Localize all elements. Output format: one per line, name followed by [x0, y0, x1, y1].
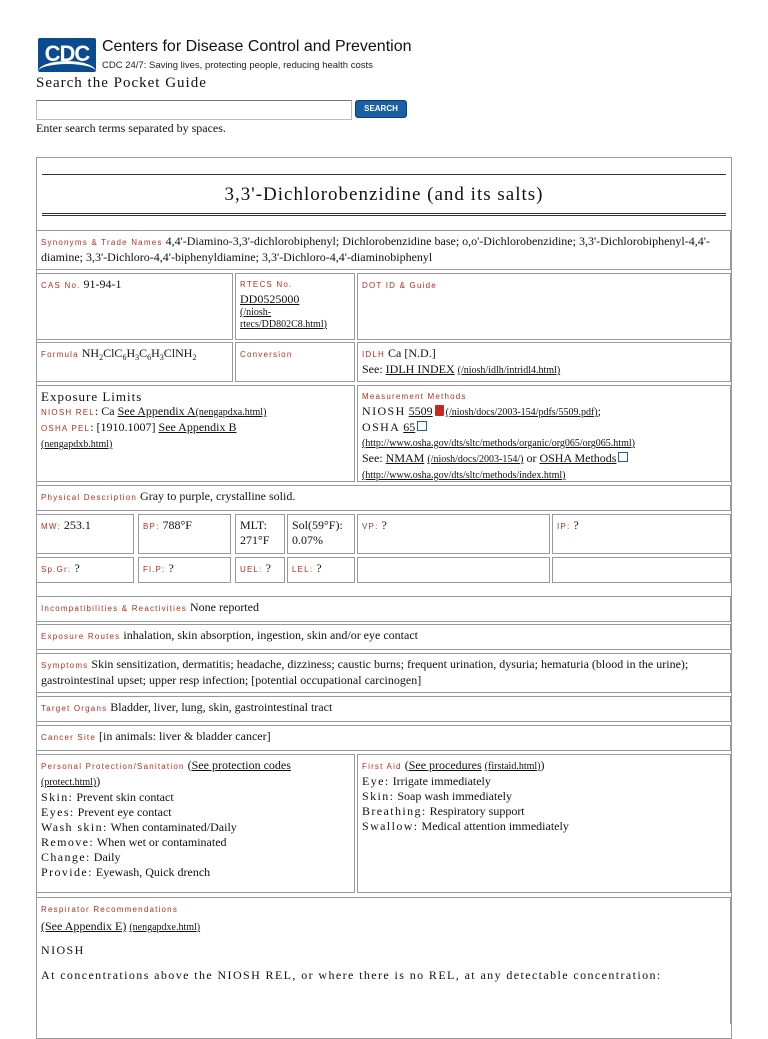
idlh-see: See: — [362, 362, 383, 376]
flp-label: Fl.P: — [143, 565, 166, 574]
respirator-label: Respirator Recommendations — [41, 905, 179, 914]
bp-value: 788°F — [162, 518, 192, 532]
incompat-box — [36, 596, 731, 622]
incompat-label: Incompatibilities & Reactivities — [41, 604, 187, 613]
lel-box — [287, 557, 355, 583]
cancer-site-box — [36, 725, 731, 751]
firstaid-key: Eye: — [362, 774, 390, 788]
mlt-value: 271°F — [240, 533, 270, 547]
uel-label: UEL: — [240, 565, 263, 574]
formula-value: $NH_2ClC_6H_3C_6H_3ClNH_2$ — [81, 346, 197, 362]
niosh-5509-url[interactable]: (/niosh/docs/2003-154/pdfs/5509.pdf) — [445, 407, 598, 418]
cdc-logo[interactable] — [38, 38, 96, 72]
routes-box — [36, 624, 731, 650]
ip-value: ? — [573, 518, 579, 532]
mw-label: MW: — [41, 522, 61, 531]
vp-value: ? — [381, 518, 387, 532]
ppe-key: Provide: — [41, 865, 93, 879]
cancer-value: [in animals: liver & bladder cancer] — [99, 729, 271, 743]
idlh-value: Ca [N.D.] — [388, 346, 436, 360]
niosh-5509-link[interactable]: 5509 — [408, 404, 433, 418]
ip-label: IP: — [557, 522, 571, 531]
flp-box — [138, 557, 231, 583]
exposure-limits-title: Exposure Limits — [41, 389, 143, 404]
firstaid-key: Swallow: — [362, 819, 419, 833]
mlt-label: MLT: — [240, 518, 267, 532]
respirator-box — [36, 897, 731, 1024]
ppe-key: Change: — [41, 850, 91, 864]
formula-box — [36, 342, 233, 382]
spgr-box — [36, 557, 134, 583]
divider — [42, 213, 726, 216]
idlh-label: IDLH — [362, 350, 386, 359]
measurement-box — [357, 385, 731, 482]
firstaid-value: Irrigate immediately — [392, 774, 491, 788]
cas-value: 91-94-1 — [83, 277, 122, 291]
osha-method-label: OSHA — [362, 420, 401, 434]
rtecs-url[interactable]: (/niosh-rtecs/DD802C8.html) — [240, 307, 327, 330]
search-button[interactable]: SEARCH — [355, 100, 407, 118]
synonyms-text: 4,4'-Diamino-3,3'-dichlorobiphenyl; Dichlorobenzidine base; o,o'-Dichlorobenzidine; 3,3'-Dichlorobiphenyl-4,4'-diamine; 3,3'-Dichloro-4,4'-biphenyldiamine; 3,3'-Dichloro-4,4'-diaminobiphenyl — [41, 234, 710, 264]
niosh-method-label: NIOSH — [362, 404, 406, 418]
protection-codes-url[interactable]: (protect.html) — [41, 777, 97, 788]
ppe-box: Personal Protection/Sanitation (See protection codes (protect.html)) Skin: Prevent skin contact Eyes: Prevent eye contact Wash skin: When contaminated/Daily Remove: When wet or contaminated Change: Daily Provide: Eyewash, Quick drench — [36, 754, 355, 893]
measurement-label: Measurement Methods — [362, 392, 467, 401]
first-aid-link[interactable]: See procedures — [408, 758, 482, 772]
physical-description-box — [36, 485, 731, 511]
mlt-box — [235, 514, 285, 554]
firstaid-item — [362, 789, 726, 804]
empty-cell — [357, 557, 550, 583]
bp-label: BP: — [143, 522, 160, 531]
search-hint: Enter search terms separated by spaces. — [36, 121, 226, 135]
firstaid-item — [362, 819, 726, 834]
ppe-value: Prevent skin contact — [76, 790, 174, 804]
ppe-item — [41, 835, 350, 850]
ppe-key: Remove: — [41, 835, 95, 849]
chemical-title-box — [42, 163, 726, 223]
appendix-b-url[interactable]: (nengapdxb.html) — [41, 439, 113, 450]
cdc-header — [36, 36, 416, 76]
spgr-label: Sp.Gr: — [41, 565, 72, 574]
dot-box — [357, 273, 731, 340]
routes-label: Exposure Routes — [41, 632, 121, 641]
sol-label: Sol(59°F): — [292, 518, 343, 532]
nmam-url[interactable]: (/niosh/docs/2003-154/) — [427, 454, 524, 465]
respirator-text: At concentrations above the NIOSH REL, or where there is no REL, at any detectable concentration: — [41, 968, 662, 982]
osha-65-url[interactable]: (http://www.osha.gov/dts/sltc/methods/organic/org065/org065.html) — [362, 438, 635, 449]
ppe-value: When contaminated/Daily — [110, 820, 237, 834]
synonyms-label: Synonyms & Trade Names — [41, 238, 163, 247]
osha-methods-url[interactable]: (http://www.osha.gov/dts/sltc/methods/index.html) — [362, 470, 566, 481]
see-text: See: — [362, 451, 383, 465]
target-label: Target Organs — [41, 704, 108, 713]
target-value: Bladder, liver, lung, skin, gastrointestinal tract — [110, 700, 333, 714]
firstaid-label: First Aid — [362, 762, 402, 771]
org-name[interactable]: Centers for Disease Control and Prevention — [102, 38, 412, 55]
cas-label: CAS No. — [41, 281, 81, 290]
osha-pel-label: OSHA PEL — [41, 424, 91, 433]
mw-value: 253.1 — [63, 518, 91, 532]
symptoms-value: Skin sensitization, dermatitis; headache, dizziness; caustic burns; frequent urination, dysuria; hematuria (blood in the urine); gastrointestinal upset; upper resp infection; [potential occupational carcinogen] — [41, 657, 689, 687]
external-link-icon — [417, 421, 427, 431]
conversion-box — [235, 342, 355, 382]
protection-codes-link[interactable]: See protection codes — [191, 758, 291, 772]
ppe-value: Prevent eye contact — [77, 805, 172, 819]
rtecs-link[interactable]: DD0525000 — [240, 292, 300, 306]
tagline: CDC 24/7: Saving lives, protecting people, reducing health costs — [102, 60, 373, 71]
semicolon: ; — [597, 404, 601, 418]
formula-label: Formula — [41, 350, 79, 359]
lel-label: LEL: — [292, 565, 314, 574]
first-aid-url[interactable]: (firstaid.html) — [484, 761, 541, 772]
symptoms-label: Symptoms — [41, 661, 89, 670]
dot-label: DOT ID & Guide — [362, 281, 437, 290]
vp-box — [357, 514, 550, 554]
osha-pel-value: : [1910.1007] — [90, 420, 156, 434]
cas-box — [36, 273, 233, 340]
appendix-a-url[interactable]: (nengapdxa.html) — [195, 407, 267, 418]
firstaid-item — [362, 774, 726, 789]
ppe-value: When wet or contaminated — [96, 835, 227, 849]
synonyms-box — [36, 230, 731, 270]
rtecs-label: RTECS No. — [240, 280, 293, 289]
osha-methods-link[interactable]: OSHA Methods — [539, 451, 617, 465]
external-link-icon — [618, 452, 628, 462]
flp-value: ? — [168, 561, 174, 575]
uel-value: ? — [265, 561, 271, 575]
sol-value: 0.07% — [292, 533, 323, 547]
firstaid-value: Soap wash immediately — [397, 789, 512, 803]
divider — [42, 174, 726, 175]
niosh-rel-label: NIOSH REL — [41, 408, 95, 417]
or-text: or — [526, 451, 537, 465]
ppe-key: Eyes: — [41, 805, 75, 819]
vp-label: VP: — [362, 522, 379, 531]
ppe-item — [41, 865, 350, 880]
appendix-a-link[interactable]: See Appendix A — [117, 404, 196, 418]
sol-box — [287, 514, 355, 554]
routes-value: inhalation, skin absorption, ingestion, skin and/or eye contact — [123, 628, 418, 642]
appendix-e-link[interactable]: (See Appendix E) — [41, 919, 127, 933]
empty-cell — [552, 557, 731, 583]
idlh-url[interactable]: (/niosh/idlh/intridl4.html) — [457, 365, 561, 376]
ppe-label: Personal Protection/Sanitation — [41, 762, 185, 771]
firstaid-value: Medical attention immediately — [421, 819, 569, 833]
incompat-value: None reported — [190, 600, 259, 614]
idlh-box — [357, 342, 731, 382]
osha-65-link[interactable]: 65 — [403, 420, 416, 434]
nmam-link[interactable]: NMAM — [385, 451, 425, 465]
conversion-label: Conversion — [240, 350, 293, 359]
chemical-title: 3,3'-Dichlorobenzidine (and its salts) — [224, 184, 544, 205]
ppe-item — [41, 850, 350, 865]
appendix-e-url[interactable]: (nengapdxe.html) — [129, 922, 201, 933]
appendix-b-link[interactable]: See Appendix B — [158, 420, 237, 434]
uel-box — [235, 557, 285, 583]
bp-box — [138, 514, 231, 554]
exposure-limits-box — [36, 385, 355, 482]
search-title: Search the Pocket Guide — [36, 75, 207, 91]
ppe-key: Wash skin: — [41, 820, 108, 834]
ppe-item — [41, 790, 350, 805]
ppe-key: Skin: — [41, 790, 74, 804]
respirator-niosh-heading: NIOSH — [41, 943, 85, 957]
physdesc-value: Gray to purple, crystalline solid. — [140, 489, 296, 503]
cancer-label: Cancer Site — [41, 733, 96, 742]
lel-value: ? — [316, 561, 322, 575]
niosh-rel-value: : Ca — [94, 404, 115, 418]
rtecs-box — [235, 273, 355, 340]
ppe-item — [41, 820, 350, 835]
firstaid-key: Breathing: — [362, 804, 427, 818]
symptoms-box — [36, 653, 731, 693]
ppe-item — [41, 805, 350, 820]
firstaid-item — [362, 804, 726, 819]
idlh-index-link[interactable]: IDLH INDEX — [385, 362, 455, 376]
first-aid-box: First Aid (See procedures (firstaid.html)) Eye: Irrigate immediately Skin: Soap wash immediately Breathing: Respiratory support Swallow: Medical attention immediately — [357, 754, 731, 893]
ip-box — [552, 514, 731, 554]
firstaid-key: Skin: — [362, 789, 395, 803]
mw-box — [36, 514, 134, 554]
spgr-value: ? — [74, 561, 80, 575]
physdesc-label: Physical Description — [41, 493, 138, 502]
logo-text: CDC — [44, 41, 90, 66]
search-input[interactable] — [36, 100, 352, 120]
firstaid-value: Respiratory support — [429, 804, 525, 818]
ppe-value: Daily — [93, 850, 121, 864]
target-organs-box — [36, 696, 731, 722]
ppe-value: Eyewash, Quick drench — [95, 865, 211, 879]
pdf-icon — [435, 405, 444, 416]
